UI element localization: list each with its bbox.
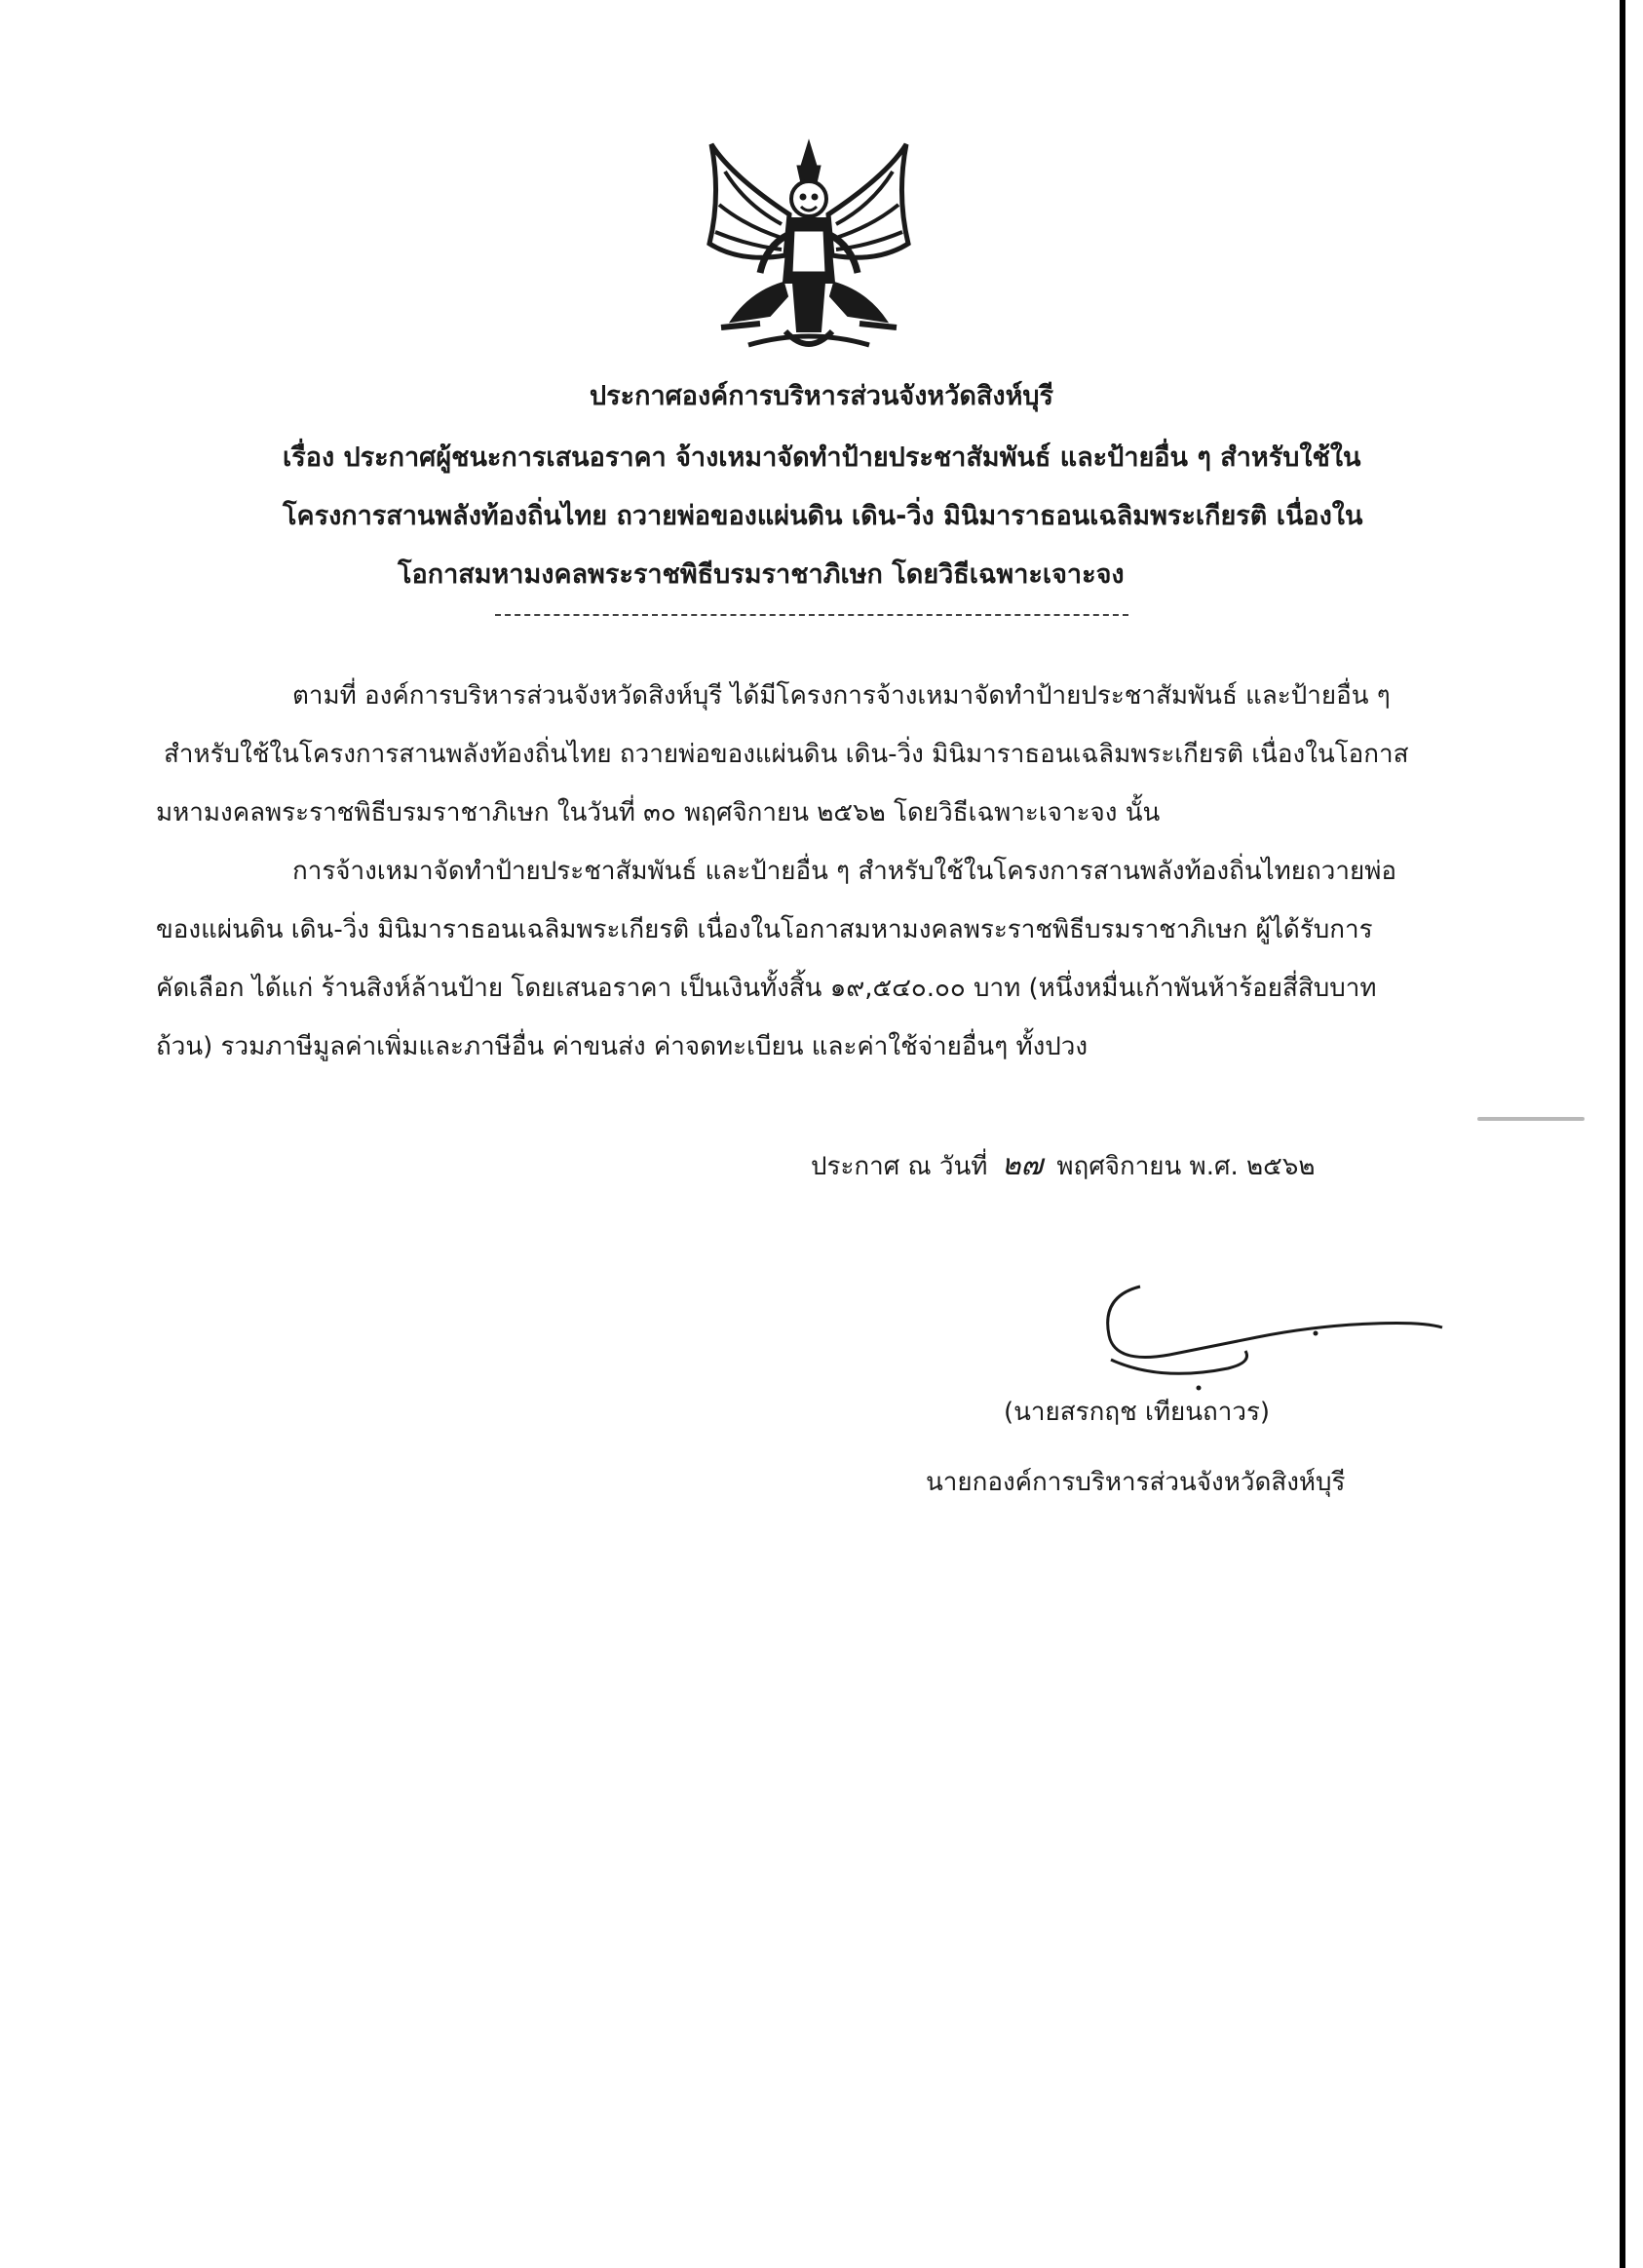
date-suffix: พฤศจิกายน พ.ศ. ๒๕๖๒ [1056, 1152, 1316, 1181]
paragraph-2 [156, 842, 1481, 1076]
scan-mark [1477, 1117, 1585, 1121]
date-day-handwritten: ๒๗ [1001, 1148, 1044, 1182]
garuda-emblem-icon [692, 136, 926, 361]
paragraph-line: สำหรับใช้ในโครงการสานพลังท้องถิ่นไทย ถวายพ่อของแผ่นดิน เดิน-วิ่ง มินิมาราธอนเฉลิมพระเกียรติ เนื่องในโอกาส [164, 740, 1409, 769]
signer-name: (นายสรกฤช เทียนถาวร) [1004, 1398, 1271, 1427]
organization-announcement-heading: ประกาศองค์การบริหารส่วนจังหวัดสิงห์บุรี [589, 381, 1054, 411]
dashed-divider [495, 614, 1128, 616]
scan-edge-border [1620, 0, 1625, 2268]
paragraph-line: ถ้วน) รวมภาษีมูลค่าเพิ่มและภาษีอื่น ค่าขนส่ง ค่าจดทะเบียน และค่าใช้จ่ายอื่นๆ ทั้งปวง [156, 1032, 1089, 1061]
paragraph-1 [156, 667, 1481, 842]
paragraph-line: มหามงคลพระราชพิธีบรมราชาภิเษก ในวันที่ ๓๐ พฤศจิกายน ๒๕๖๒ โดยวิธีเฉพาะเจาะจง นั้น [156, 798, 1161, 827]
signer-position: นายกองค์การบริหารส่วนจังหวัดสิงห์บุรี [926, 1468, 1346, 1497]
announcement-date [811, 1142, 1315, 1188]
date-prefix: ประกาศ ณ วันที่ [811, 1152, 988, 1181]
subject-line: เรื่อง ประกาศผู้ชนะการเสนอราคา จ้างเหมาจัดทำป้ายประชาสัมพันธ์ และป้ายอื่น ๆ สำหรับใช้ใน [283, 442, 1361, 473]
paragraph-line: คัดเลือก ได้แก่ ร้านสิงห์ล้านป้าย โดยเสนอราคา เป็นเงินทั้งสิ้น ๑๙,๕๔๐.๐๐ บาท (หนึ่งหมื่นเก้าพันห้าร้อยสี่สิบบาท [156, 974, 1377, 1003]
paragraph-line: ของแผ่นดิน เดิน-วิ่ง มินิมาราธอนเฉลิมพระเกียรติ เนื่องในโอกาสมหามงคลพระราชพิธีบรมราชาภิเษก ผู้ได้รับการ [156, 915, 1373, 944]
subject-line: โอกาสมหามงคลพระราชพิธีบรมราชาภิเษก โดยวิธีเฉพาะเจาะจง [398, 559, 1125, 590]
subject-line: โครงการสานพลังท้องถิ่นไทย ถวายพ่อของแผ่นดิน เดิน-วิ่ง มินิมาราธอนเฉลิมพระเกียรติ เนื่องใน [283, 501, 1363, 531]
paragraph-line: การจ้างเหมาจัดทำป้ายประชาสัมพันธ์ และป้ายอื่น ๆ สำหรับใช้ในโครงการสานพลังท้องถิ่นไทยถวายพ่อ [292, 857, 1396, 886]
subject-block [283, 429, 1471, 604]
handwritten-signature [1082, 1267, 1452, 1394]
paragraph-line: ตามที่ องค์การบริหารส่วนจังหวัดสิงห์บุรี ได้มีโครงการจ้างเหมาจัดทำป้ายประชาสัมพันธ์ และป้ายอื่น ๆ [292, 681, 1391, 711]
